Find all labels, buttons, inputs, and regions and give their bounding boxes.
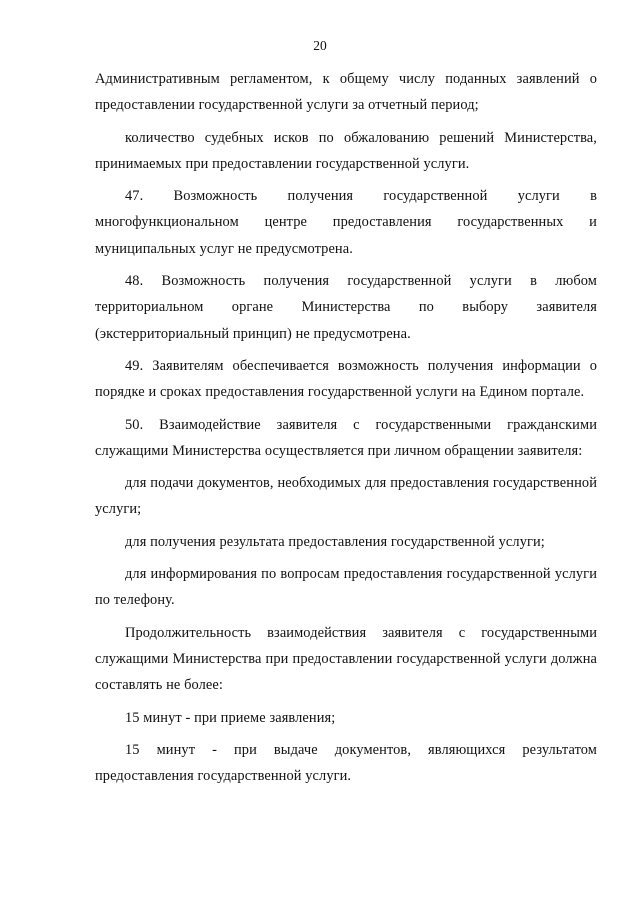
paragraph-duration: Продолжительность взаимодействия заявителя с государственными служащими Министерства при предоставлении государственной услуги должна составлять не более: [95,624,597,694]
document-body [95,66,597,789]
page-number: 20 [313,38,327,53]
list-item-duration-issue: 15 минут - при выдаче документов, являющихся результатом предоставления государственной услуги. [95,741,597,785]
paragraph-50: 50. Взаимодействие заявителя с государственными гражданскими служащими Министерства осуществляется при личном обращении заявителя: [95,416,597,459]
list-item-duration-application: 15 минут - при приеме заявления; [125,709,336,726]
paragraph-court-claims: количество судебных исков по обжалованию решений Министерства, принимаемых при предоставлении государственной услуги. [95,129,597,172]
paragraph-47: 47. Возможность получения государственной услуги в многофункциональном центре предоставления государственных и муниципальных услуг не предусмотрена. [95,188,597,257]
paragraph-continuation: Административным регламентом, к общему числу поданных заявлений о предоставлении государственной услуги за отчетный период; [95,71,597,114]
list-item-submission: для подачи документов, необходимых для предоставления государственной услуги; [95,475,597,518]
list-item-result: для получения результата предоставления государственной услуги; [125,533,545,550]
paragraph-48: 48. Возможность получения государственной услуги в любом территориальном органе Министерства по выбору заявителя (экстерриториальный принцип) не предусмотрена. [95,273,597,342]
paragraph-49: 49. Заявителям обеспечивается возможность получения информации о порядке и сроках предоставления государственной услуги на Едином портале. [95,357,597,401]
list-item-phone-info: для информирования по вопросам предоставления государственной услуги по телефону. [95,566,597,609]
